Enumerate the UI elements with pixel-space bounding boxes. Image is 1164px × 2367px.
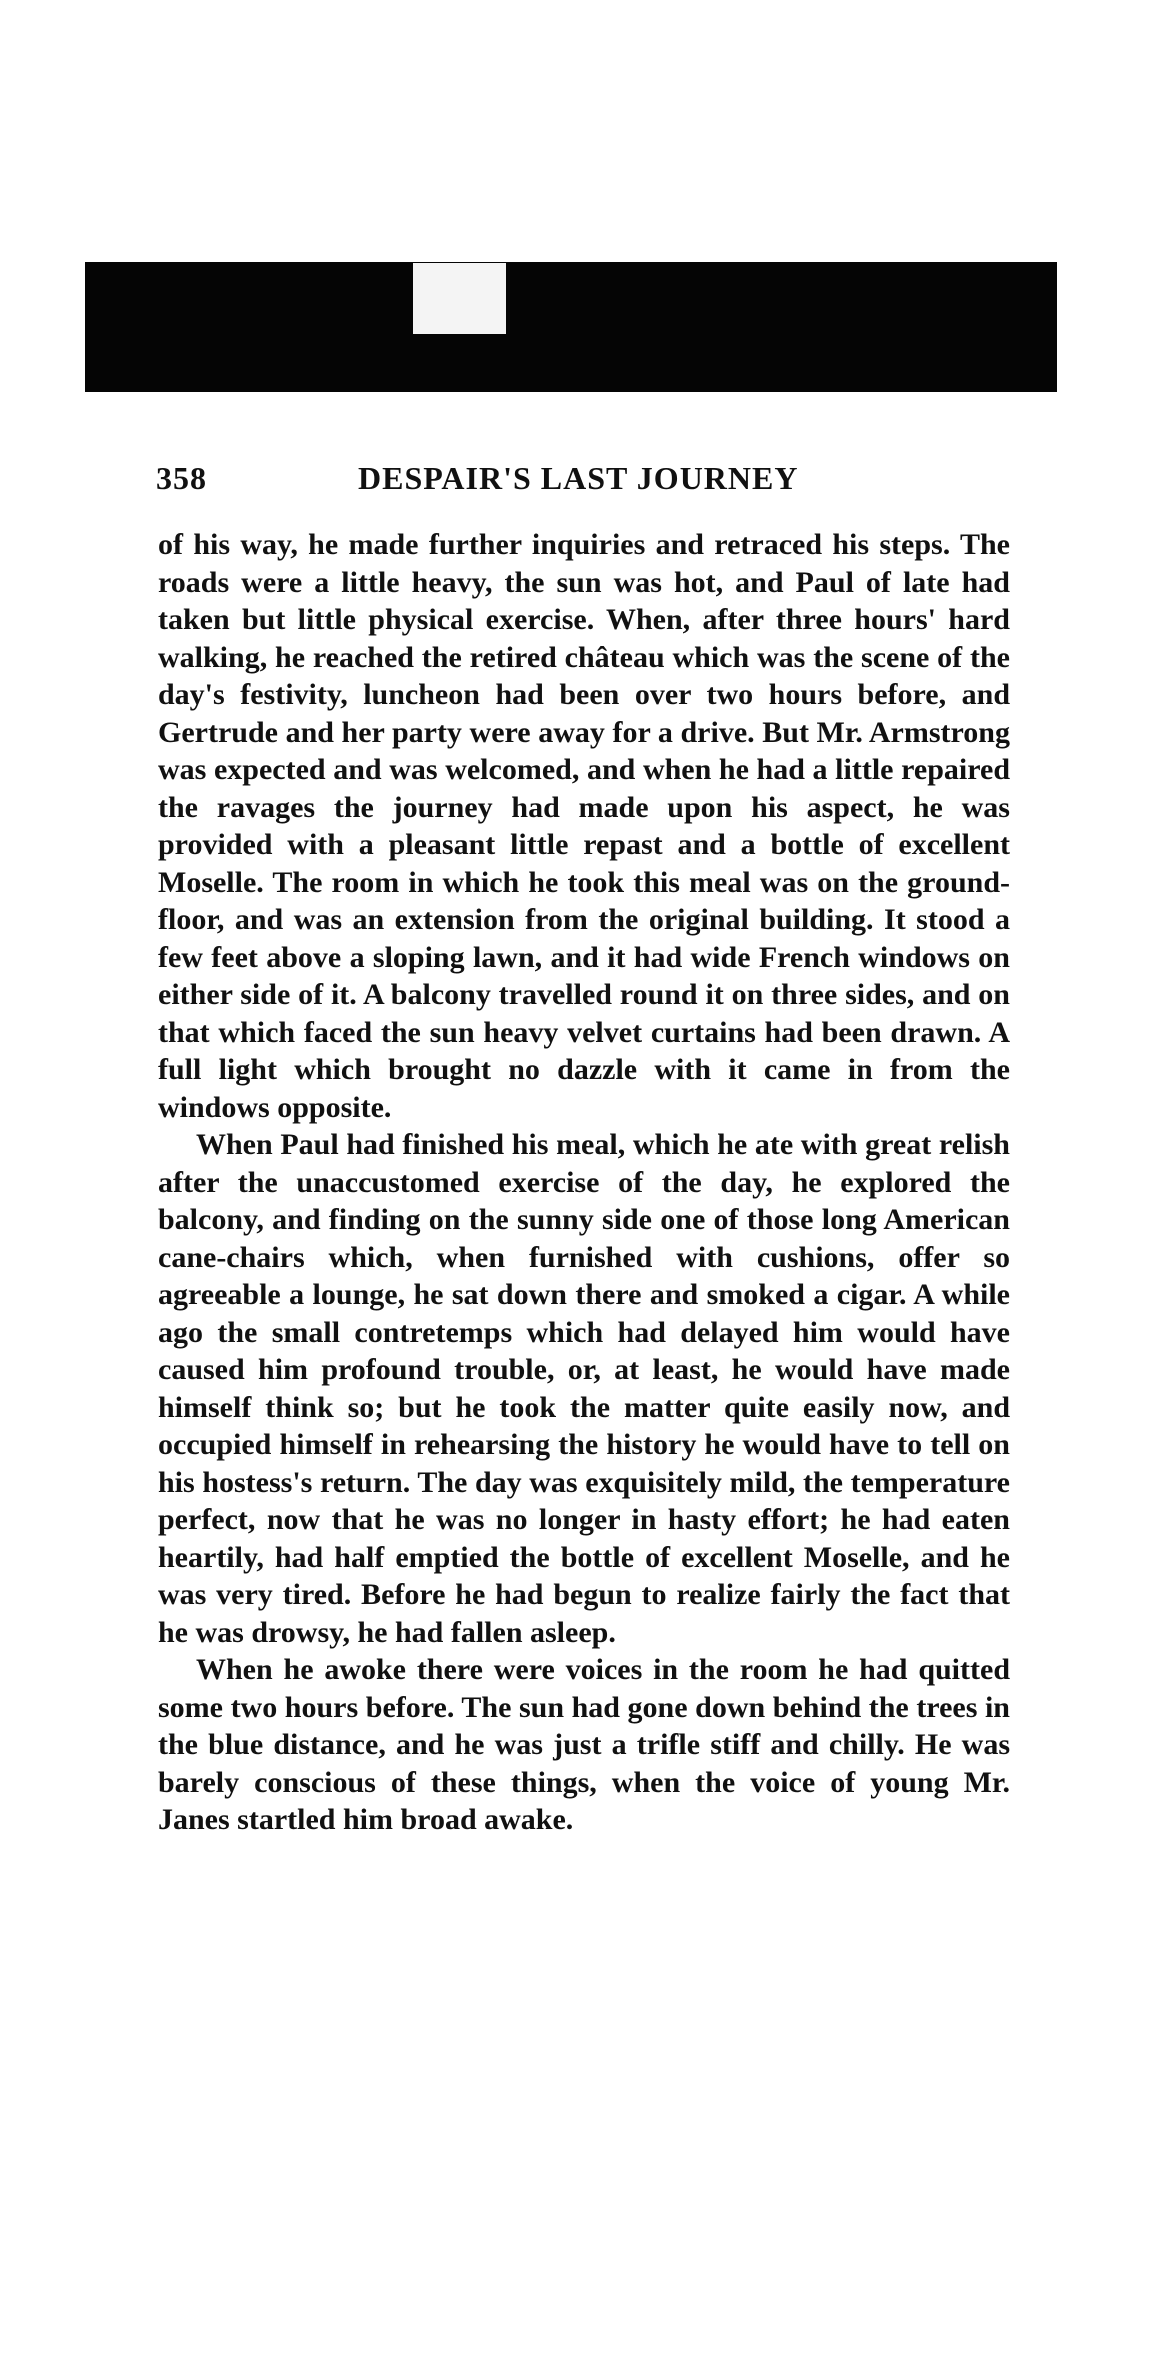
- paragraph-2: When Paul had finished his meal, which he ate with great relish after the unaccustomed exercise of the day, he explored the balcony, and finding on the sunny side one of those long American cane-chairs which, when furnished with cushions, offer so agreeable a lounge, he sat down there and smoked a cigar. A while ago the small contretemps which had delayed him would have caused him profound trouble, or, at least, he would have made himself think so; but he took the matter quite easily now, and occupied himself in rehearsing the history he would have to tell on his hostess's return. The day was exquisitely mild, the temperature perfect, now that he was no longer in hasty effort; he had eaten heartily, had half emptied the bottle of excellent Moselle, and he was very tired. Before he had begun to realize fairly the fact that he was drowsy, he had fallen asleep.: [158, 1128, 1010, 1649]
- page-number: 358: [156, 460, 207, 496]
- page-header: [156, 460, 1016, 504]
- running-title: DESPAIR'S LAST JOURNEY: [358, 460, 799, 496]
- paragraph-1: of his way, he made further inquiries and retraced his steps. The roads were a little heavy, the sun was hot, and Paul of late had taken but little physical exercise. When, after three hours' hard walking, he reached the retired château which was the scene of the day's festivity, luncheon had been over two hours before, and Gertrude and her party were away for a drive. But Mr. Armstrong was expected and was welcomed, and when he had a little repaired the ravages the journey had made upon his aspect, he was provided with a pleasant little repast and a bottle of excellent Moselle. The room in which he took this meal was on the ground-floor, and was an extension from the original building. It stood a few feet above a sloping lawn, and it had wide French windows on either side of it. A balcony travelled round it on three sides, and on that which faced the sun heavy velvet curtains had been drawn. A full light which brought no dazzle with it came in from the windows opposite.: [158, 528, 1010, 1124]
- scan-artifact-patch: [413, 263, 506, 334]
- paragraph-3: When he awoke there were voices in the room he had quitted some two hours before. The sun had gone down behind the trees in the blue distance, and he was just a trifle stiff and chilly. He was barely conscious of these things, when the voice of young Mr. Janes startled him broad awake.: [158, 1653, 1010, 1836]
- body-text: [158, 526, 1010, 1839]
- scan-redaction-band: [85, 262, 1057, 392]
